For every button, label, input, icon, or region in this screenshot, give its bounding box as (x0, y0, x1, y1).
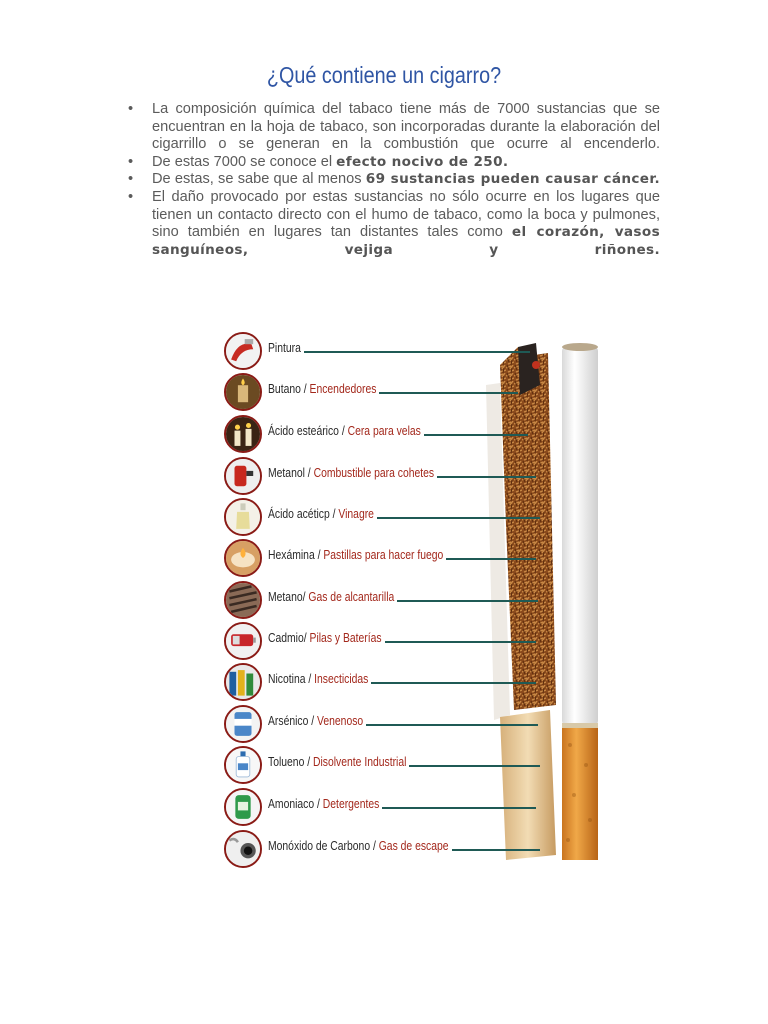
product-name: Pastillas para hacer fuego (323, 548, 444, 562)
component-row (218, 539, 548, 579)
product-name: Pilas y Baterías (309, 631, 382, 645)
component-label (268, 590, 394, 604)
bullet-text: De estas 7000 se conoce el (152, 153, 337, 170)
bullet-text: El daño provocado por estas sustancias no sólo ocurre en los lugares que tienen un contacto directo con el humo de tabaco, como la boca y pulmones, sino también en lugares tan distantes tales como (152, 188, 660, 241)
component-row (218, 830, 548, 870)
poison-can-icon (224, 705, 262, 743)
product-name: Combustible para cohetes (313, 466, 435, 480)
chemical-name: Hexámina (268, 548, 315, 562)
label-separator: / (302, 590, 309, 604)
bullet-item (128, 154, 660, 172)
detergent-icon (224, 788, 262, 826)
chemical-name: Metanol (268, 466, 305, 480)
insecticide-cans-icon (224, 663, 262, 701)
sewer-grate-icon (224, 581, 262, 619)
exhaust-pipe-icon (224, 830, 262, 868)
product-name: Vinagre (338, 507, 374, 521)
page-title: ¿Qué contiene un cigarro? (266, 62, 502, 88)
leader-line (437, 476, 536, 478)
leader-line (304, 351, 530, 353)
leader-line (446, 558, 536, 560)
component-label (268, 548, 443, 562)
component-label (268, 341, 301, 355)
product-name: Insecticidas (314, 672, 369, 686)
chemical-name: Monóxido de Carbono (268, 839, 371, 853)
chemical-name: Arsénico (268, 714, 309, 728)
component-row (218, 788, 548, 828)
component-row (218, 581, 548, 621)
chemical-name: Tolueno (268, 755, 305, 769)
bullet-item (128, 171, 660, 189)
label-separator: / (370, 839, 379, 853)
label-separator: / (338, 424, 348, 438)
bullet-text: La composición química del tabaco tiene más de 7000 sustancias que se encuentran en la hoja de tabaco, son incorporadas durante la elaboración del cigarrillo o se generan en la combustión que ocurre al encenderlo. (152, 101, 660, 153)
component-row (218, 663, 548, 703)
chemical-name: Amoniaco (268, 797, 315, 811)
chemical-name: Cadmio (268, 631, 304, 645)
rocket-fuel-icon (224, 457, 262, 495)
component-label (268, 797, 379, 811)
solvent-bottle-icon (224, 746, 262, 784)
component-row (218, 332, 548, 372)
leader-line (377, 517, 540, 519)
candle-icon (224, 415, 262, 453)
leader-line (379, 392, 518, 394)
fire-tablet-icon (224, 539, 262, 577)
product-name: Venenoso (317, 714, 364, 728)
component-label (268, 507, 374, 521)
product-name: Disolvente Industrial (313, 755, 407, 769)
bullet-list (128, 101, 660, 259)
label-separator: / (314, 797, 323, 811)
chemical-name: Ácido acéticp (268, 507, 330, 521)
product-name: Cera para velas (347, 424, 421, 438)
component-label (268, 755, 406, 769)
product-name: Encendedores (309, 382, 377, 396)
leader-line (397, 600, 538, 602)
paint-icon (224, 332, 262, 370)
label-separator: / (314, 548, 324, 562)
leader-line (366, 724, 538, 726)
bullet-emphasis: efecto nocivo de 250. (336, 153, 509, 170)
label-separator: / (329, 507, 339, 521)
cigarette-infographic (218, 325, 608, 870)
component-row (218, 373, 548, 413)
component-label (268, 714, 363, 728)
label-separator: / (305, 672, 315, 686)
component-row (218, 622, 548, 662)
chemical-name: Butano (268, 382, 301, 396)
bullet-item (128, 101, 660, 154)
component-label (268, 466, 434, 480)
label-separator: / (300, 382, 310, 396)
component-label (268, 424, 421, 438)
component-label (268, 839, 449, 853)
leader-line (371, 682, 536, 684)
component-row (218, 746, 548, 786)
label-separator: / (304, 466, 314, 480)
leader-line (424, 434, 528, 436)
bullet-emphasis: 69 sustancias pueden causar cáncer. (365, 171, 660, 188)
leader-line (382, 807, 536, 809)
chemical-name: Metano (268, 590, 303, 604)
product-name: Detergentes (322, 797, 380, 811)
chemical-name: Ácido esteárico (268, 424, 339, 438)
leader-line (452, 849, 540, 851)
leader-line (409, 765, 540, 767)
product-name: Gas de alcantarilla (308, 590, 395, 604)
bullet-text: De estas, se sabe que al menos (152, 171, 366, 188)
bullet-emphasis: el corazón, vasos sanguíneos, vejiga y riñones. (152, 224, 661, 258)
component-row (218, 498, 548, 538)
vinegar-bottle-icon (224, 498, 262, 536)
battery-icon (224, 622, 262, 660)
component-label (268, 382, 376, 396)
bullet-item (128, 189, 660, 259)
component-row (218, 705, 548, 745)
component-label (268, 631, 382, 645)
leader-line (385, 641, 536, 643)
label-separator: / (308, 714, 318, 728)
label-separator: / (304, 755, 314, 769)
chemical-name: Pintura (268, 341, 301, 355)
lighter-icon (224, 373, 262, 411)
product-name: Gas de escape (378, 839, 449, 853)
label-separator: / (303, 631, 310, 645)
component-label (268, 672, 368, 686)
chemical-name: Nicotina (268, 672, 306, 686)
component-row (218, 415, 548, 455)
component-row (218, 457, 548, 497)
